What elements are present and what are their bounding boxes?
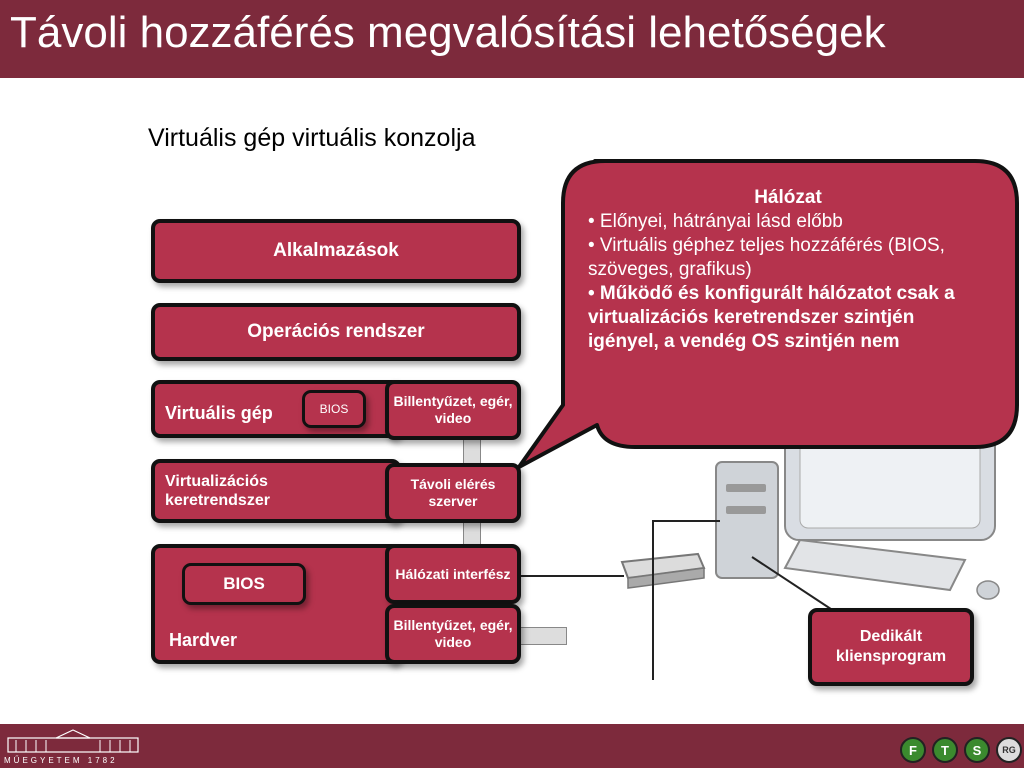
applications-label: Alkalmazások <box>273 240 399 261</box>
remote-server-box <box>385 463 521 523</box>
hypervisor-layer <box>151 459 401 523</box>
nic-to-switch-line <box>519 575 624 577</box>
hw-io-label: Billentyűzet, egér, video <box>393 617 513 650</box>
applications-layer <box>151 219 521 283</box>
nic-label: Hálózati interfész <box>395 565 511 582</box>
vm-io-box <box>385 380 521 440</box>
callout-bullet-2: • Virtuális géphez teljes hozzáférés (BIOS, szöveges, grafikus) <box>588 235 945 280</box>
hw-io-connector <box>515 627 567 645</box>
hw-bios-label: BIOS <box>223 574 265 593</box>
os-label: Operációs rendszer <box>247 321 425 342</box>
switch-icon <box>618 550 708 590</box>
footer-bar <box>0 724 1024 768</box>
university-text: MŰEGYETEM 1782 <box>4 756 118 765</box>
callout-bullet-1: • Előnyei, hátrányai lásd előbb <box>588 211 843 232</box>
vm-io-label: Billentyűzet, egér, video <box>393 393 513 426</box>
vm-bios-box <box>302 390 366 428</box>
callout-content <box>588 186 988 354</box>
hypervisor-label: Virtualizációs keretrendszer <box>165 473 270 509</box>
client-label: Dedikált kliensprogram <box>835 628 947 665</box>
title-bar <box>0 0 1024 78</box>
hw-io-box <box>385 604 521 664</box>
slide-subtitle: Virtuális gép virtuális konzolja <box>148 124 476 152</box>
callout-heading: Hálózat <box>754 187 822 208</box>
hardware-label: Hardver <box>169 630 238 650</box>
fts-logo-rg: RG <box>996 737 1022 763</box>
remote-server-label: Távoli elérés szerver <box>410 476 496 509</box>
callout-bullet-3: • Működő és konfigurált hálózatot csak a virtualizációs keretrendszer szintjén igényel, a vendég OS szintjén nem <box>588 283 955 352</box>
os-layer <box>151 303 521 361</box>
vm-bios-label: BIOS <box>319 402 349 416</box>
fts-logo-t: T <box>932 737 958 763</box>
fts-logo-s: S <box>964 737 990 763</box>
nic-box <box>385 544 521 604</box>
switch-top-line <box>652 520 720 522</box>
university-logo <box>6 728 140 754</box>
slide-title: Távoli hozzáférés megvalósítási lehetőségek <box>10 8 886 57</box>
client-box <box>808 608 974 686</box>
fts-logo-f: F <box>900 737 926 763</box>
switch-to-computer-line <box>652 520 654 680</box>
hw-bios-box <box>182 563 306 605</box>
vm-label: Virtuális gép <box>165 403 273 423</box>
